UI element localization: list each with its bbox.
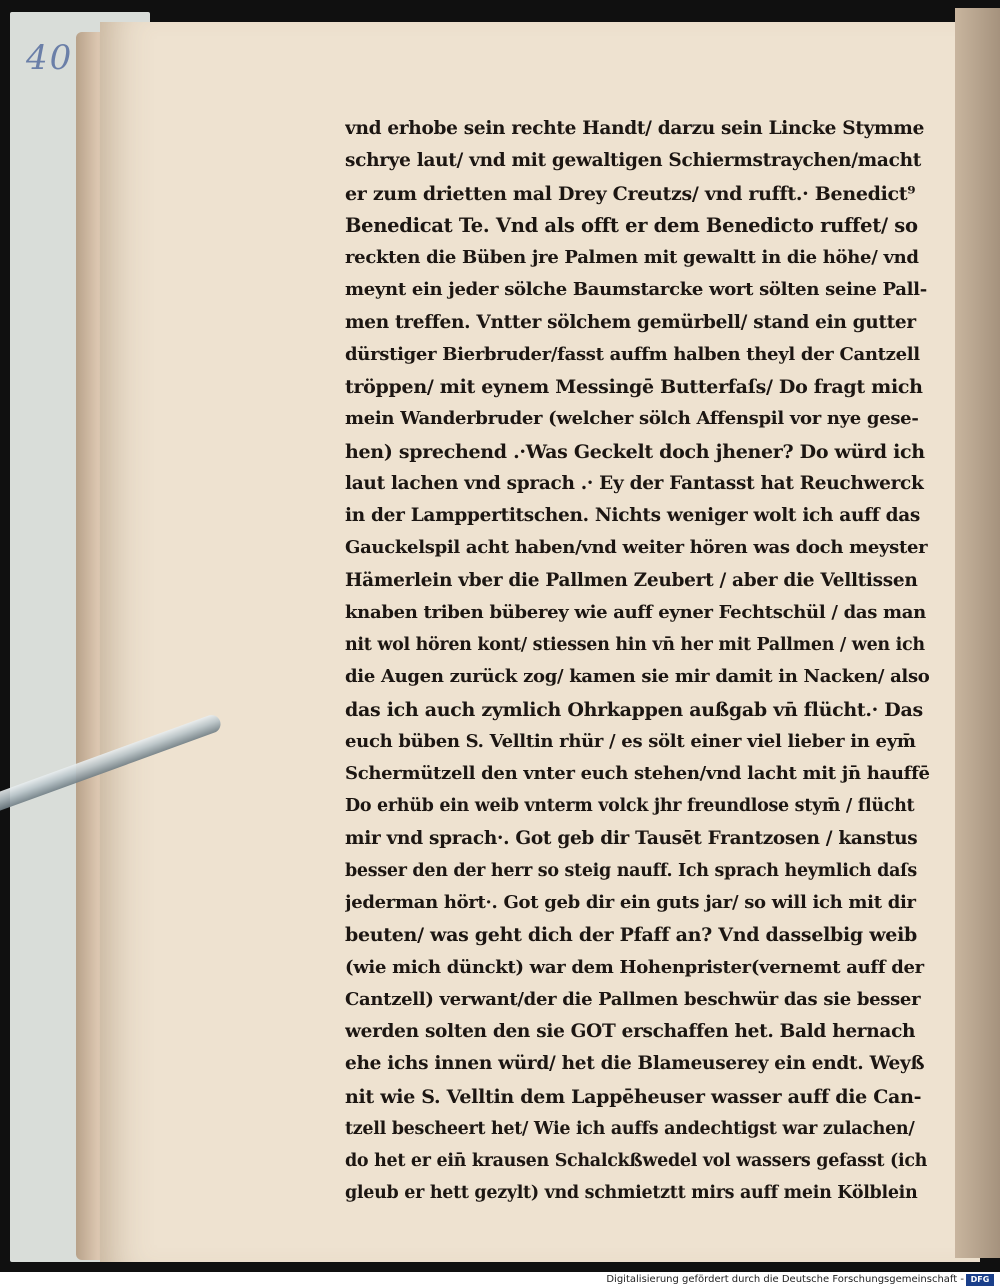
text-line: meynt ein jeder sölche Baumstarcke wort sölten seine Pall- <box>345 279 927 301</box>
text-line: beuten/ was geht dich der Pfaff an? Vnd dasselbig weib <box>345 924 917 947</box>
text-line: Do erhüb ein weib vnterm volck jhr freundlose stym̄ / flücht <box>345 796 915 817</box>
text-line: jederman hört·. Got geb dir ein guts jar/ so will ich mit dir <box>345 892 916 913</box>
text-line: tzell bescheert het/ Wie ich auffs andechtigst war zulachen/ <box>345 1118 915 1139</box>
text-line: Schermützell den vnter euch stehen/vnd lacht mit jn̄ hauffē <box>345 763 930 784</box>
text-line: euch büben S. Velltin rhür / es sölt einer viel lieber in eym̄ <box>345 730 916 752</box>
text-line: reckten die Büben jre Palmen mit gewaltt in die höhe/ vnd <box>345 247 919 268</box>
text-line: mir vnd sprach·. Got geb dir Tausēt Frantzosen / kanstus <box>345 827 918 849</box>
text-line: Benedicat Te. Vnd als offt er dem Benedicto ruffet/ so <box>345 213 918 237</box>
text-line: nit wie S. Velltin dem Lappēheuser wasser auff die Can- <box>345 1085 922 1108</box>
text-line: die Augen zurück zog/ kamen sie mir damit in Nacken/ also <box>345 666 930 688</box>
dfg-logo: DFG <box>966 1274 994 1286</box>
text-line: nit wol hören kont/ stiessen hin vn̄ her mit Pallmen / wen ich <box>345 635 925 655</box>
text-line: schrye laut/ vnd mit gewaltigen Schiermstraychen/macht <box>345 150 921 172</box>
handwritten-folio-note: 40 <box>26 38 74 78</box>
text-line: men treffen. Vntter sölchem gemürbell/ stand ein gutter <box>345 311 916 333</box>
text-line: tröppen/ mit eynem Messingē Butterfaſs/ Do fragt mich <box>345 376 923 398</box>
page-text <box>345 113 930 1204</box>
text-line: hen) sprechend .·Was Geckelt doch jhener? Do würd ich <box>345 440 925 463</box>
text-line: do het er ein̄ krausen Schalckßwedel vol wassers gefasst (ich <box>345 1151 928 1171</box>
text-line: (wie mich dünckt) war dem Hohenprister(vernemt auff der <box>345 956 924 978</box>
text-line: werden solten den sie GOT erschaffen het. Bald hernach <box>345 1021 916 1042</box>
text-line: Gauckelspil acht haben/vnd weiter hören was doch meyster <box>345 537 928 559</box>
text-line: er zum drietten mal Drey Creutzs/ vnd rufft.· Benedict⁹ <box>345 182 916 205</box>
text-line: Cantzell) verwant/der die Pallmen beschwür das sie besser <box>345 988 921 1010</box>
text-line: gleub er hett gezylt) vnd schmietztt mirs auff mein Kölblein <box>345 1183 918 1204</box>
text-line: in der Lamppertitschen. Nichts weniger wolt ich auff das <box>345 505 921 526</box>
text-line: knaben triben büberey wie auff eyner Fechtschül / das man <box>345 601 926 623</box>
text-line: das ich auch zymlich Ohrkappen außgab vn̄ flücht.· Das <box>345 698 923 721</box>
funding-notice: Digitalisierung gefördert durch die Deutsche Forschungsgemeinschaft - <box>606 1274 964 1285</box>
text-line: mein Wanderbruder (welcher sölch Affenspil vor nye gese- <box>345 408 919 430</box>
text-line: laut lachen vnd sprach .· Ey der Fantasst hat Reuchwerck <box>345 472 924 494</box>
opposite-page-edge <box>955 8 1000 1258</box>
text-line: Hämerlein vber die Pallmen Zeubert / aber die Velltissen <box>345 569 918 591</box>
text-line: dürstiger Bierbruder/fasst auffm halben theyl der Cantzell <box>345 343 920 365</box>
text-line: ehe ichs innen würd/ het die Blameuserey ein endt. Weyß <box>345 1053 925 1075</box>
text-line: besser den der herr so steig nauff. Ich sprach heymlich daſs <box>345 860 917 881</box>
text-line: vnd erhobe sein rechte Handt/ darzu sein Lincke Stymme <box>345 118 925 139</box>
